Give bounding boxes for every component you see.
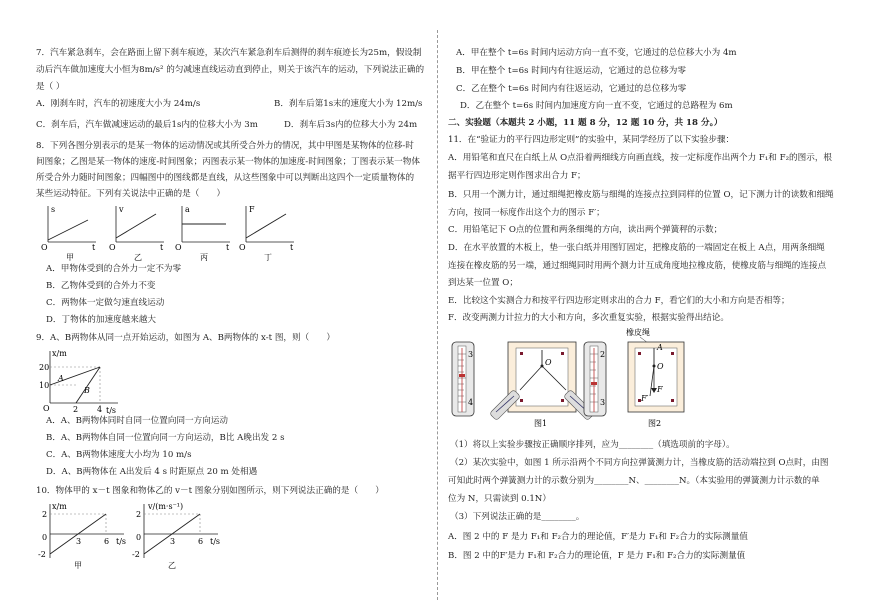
q10-yi-xtick-6: 6 [198, 537, 204, 546]
q10-yi-origin: 0 [136, 533, 142, 542]
q9-stem: 9．A、B两物体从同一点开始运动，如图为 A、B两物体的 x-t 图，则（ ） [36, 333, 335, 343]
q9-origin: O [43, 404, 50, 413]
right-spring-scale [584, 342, 606, 416]
q11-step-b-2: 方向，按同一标度作出这个力的图示 F′； [448, 208, 605, 218]
q11-figures [448, 326, 698, 430]
q8-yi-ylabel: v [119, 205, 124, 214]
fig2-caption: 图2 [648, 419, 662, 428]
q9-graph [36, 347, 136, 415]
q8-yi-xlabel: t [160, 243, 164, 252]
q10-yi-ytop: 2 [136, 510, 142, 519]
q11-step-c: C．用铅笔记下 O点的位置和两条细绳的方向，读出两个弹簧秤的示数； [448, 225, 723, 235]
fig1-board [508, 342, 576, 412]
q10-yi-ylabel: v/(m·s⁻¹) [148, 502, 184, 511]
q8-stem-1: 8．下列各图分别表示的是某一物体的运动情况或其所受合外力的情况，其中甲图是某物体的位移-时 [36, 141, 414, 151]
q8-ding-ylabel: F [249, 205, 255, 214]
q11-step-f: F．改变两测力计拉力的大小和方向，多次重复实验，根据实验得出结论。 [448, 313, 729, 323]
q9-ylabel: x/m [52, 349, 67, 358]
q8-graph-ding [239, 205, 294, 262]
q10-jia-xtick-3: 3 [76, 537, 82, 546]
q8-graphs [40, 202, 300, 262]
q11-step-b-1: B．只用一个测力计，通过细绳把橡皮筋与细绳的连接点拉到同样的位置 O，记下测力计的读数和细绳 [448, 190, 834, 200]
q10-graphs [36, 500, 236, 570]
q8-graph-yi [109, 205, 164, 262]
q11-sub2-1: （2）某次实验中，如图 1 所示沿两个不同方向拉弹簧测力计，当橡皮筋的活动端拉到 O点时，由图 [450, 458, 829, 468]
q10-jia-caption: 甲 [74, 561, 82, 570]
q10-jia-ybottom: -2 [38, 550, 46, 559]
q9-option-a: A．A、B两物体同时自同一位置向同一方向运动 [46, 416, 229, 426]
q10-stem: 10．物体甲的 x－t 图象和物体乙的 v－t 图象分别如图所示，则下列说法正确的是（ ） [36, 486, 384, 496]
q11-step-d-1: D．在水平放置的木板上，垫一张白纸并用图钉固定，把橡皮筋的一端固定在板上 A点，用两条细绳 [448, 243, 825, 253]
q10-jia-ytop: 2 [42, 510, 48, 519]
q8-stem-4: 某些运动特征。下列有关说法中正确的是（ ） [36, 189, 226, 199]
fig1-caption: 图1 [534, 419, 548, 428]
q9-line-b [76, 367, 100, 403]
q8-option-d: D．丁物体的加速度越来越大 [46, 315, 157, 325]
q10-yi-xlabel: t/s [210, 537, 221, 546]
q10-jia-xtick-6: 6 [104, 537, 110, 546]
left-spring-scale [452, 342, 474, 416]
section-heading: 二、实验题（本题共 2 小题，11 题 8 分，12 题 10 分，共 18 分。） [448, 118, 723, 128]
q9-option-d: D．A、B两物体在 A出发后 4 s 时距原点 20 m 处相遇 [46, 467, 258, 477]
fig2-force-f: F [657, 385, 663, 394]
fig1-point-o: O [545, 358, 552, 367]
fig2-point-o: O [657, 362, 664, 371]
q8-ding-origin: O [239, 243, 246, 252]
q8-stem-2: 间图象；乙图是某一物体的速度-时间图象；丙图表示某一物体的加速度-时间图象；丁图表示某一物体 [36, 157, 420, 167]
q11-step-e: E．比较这个实测合力和按平行四边形定则求出的合力 F，看它们的大小和方向是否相等； [448, 296, 790, 306]
q8-graph-bing [175, 205, 230, 262]
q8-stem-3: 所受合外力随时间图象；四幅图中的图线都是直线，从这些图象中可以判断出这四个一定质量物体的 [36, 173, 415, 183]
fig2-point-a: A [657, 343, 663, 352]
q8-graph-jia [41, 205, 96, 262]
q7-stem-2: 动后汽车做加速度大小恒为8m/s² 的匀减速直线运动直到停止，则关于该汽车的运动，下列说法正确的 [36, 65, 425, 75]
q7-stem-1: 7．汽车紧急刹车，会在路面上留下刹车痕迹，某次汽车紧急刹车后测得的刹车痕迹长为25m，假设制 [36, 48, 422, 58]
q11-sub3-option-b: B．图 2 中的F′是力 F₁和 F₂合力的理论值，F 是力 F₁和 F₂合力的实际测量值 [448, 551, 746, 561]
q9-option-b: B．A、B两物体自同一位置向同一方向运动，B比 A晚出发 2 s [46, 433, 285, 443]
q10-jia-ylabel: x/m [52, 502, 67, 511]
q10-option-b: B．甲在整个 t=6s 时间内有往返运动，它通过的总位移为零 [456, 66, 686, 76]
q9-xlabel: t/s [106, 406, 117, 415]
q7-option-b: B．刹车后第1s末的速度大小为 12m/s [274, 99, 423, 109]
q10-option-c: C．乙在整个 t=6s 时间内有往返运动，它通过的总位移为零 [456, 84, 687, 94]
q10-yi-xtick-3: 3 [170, 537, 176, 546]
q9-option-c: C．A、B两物体速度大小均为 10 m/s [46, 450, 192, 460]
q10-option-a: A．甲在整个 t=6s 时间内运动方向一直不变，它通过的总位移大小为 4m [456, 48, 737, 58]
q8-ding-caption: 丁 [264, 253, 272, 262]
q9-label-b: B [84, 386, 90, 395]
q11-sub3-option-a: A．图 2 中的 F 是力 F₁和 F₂合力的理论值，F′是力 F₁和 F₂合力的实际测量值 [448, 532, 748, 542]
q10-jia-xlabel: t/s [116, 537, 127, 546]
q11-step-d-2: 连接在橡皮筋的另一端，通过细绳同时用两个测力计互成角度地拉橡皮筋，使橡皮筋与细绳的连接点 [448, 261, 827, 271]
q8-bing-caption: 丙 [200, 253, 208, 262]
q10-option-d: D．乙在整个 t=6s 时间内加速度方向一直不变，它通过的总路程为 6m [460, 101, 733, 111]
q8-bing-ylabel: a [185, 205, 190, 214]
left-scale-top: 3 [468, 350, 474, 359]
q8-bing-xlabel: t [226, 243, 230, 252]
q8-option-c: C．两物体一定做匀速直线运动 [46, 298, 165, 308]
q9-label-a: A [58, 374, 64, 383]
q9-xtick-4: 4 [97, 405, 103, 414]
q11-sub3: （3）下列说法正确的是________。 [450, 512, 585, 522]
q7-stem-3: 是（ ） [36, 82, 65, 92]
q10-graph-jia [38, 502, 126, 570]
fig2-board [626, 327, 684, 412]
q9-ytick-20: 20 [39, 363, 50, 372]
q8-jia-origin: O [41, 243, 48, 252]
q7-option-d: D．刹车后3s内的位移大小为 24m [284, 120, 418, 130]
q11-sub2-2: 可知此时两个弹簧测力计的示数分别为________N、________N。（本实验用的弹簧测力计示数的单 [448, 476, 820, 486]
fig2-rubber-label: 橡皮绳 [626, 328, 650, 337]
q10-graph-yi [132, 502, 220, 570]
q7-option-a: A．刚刹车时，汽车的初速度大小为 24m/s [36, 99, 201, 109]
q10-jia-origin: 0 [42, 533, 48, 542]
q10-yi-ybottom: -2 [132, 550, 140, 559]
q8-option-a: A．甲物体受到的合外力一定不为零 [46, 264, 182, 274]
q11-step-d-3: 到达某一位置 O； [448, 278, 518, 288]
q8-bing-origin: O [175, 243, 182, 252]
q11-sub1: （1）将以上实验步骤按正确顺序排列，应为________（填选项前的字母）。 [450, 440, 735, 450]
fig2-force-f-prime: F′ [641, 394, 649, 403]
column-divider [437, 30, 438, 600]
q8-yi-caption: 乙 [134, 253, 142, 262]
q8-jia-caption: 甲 [66, 253, 74, 262]
q10-yi-caption: 乙 [168, 561, 176, 570]
right-scale-top: 2 [600, 350, 606, 359]
q8-jia-xlabel: t [92, 243, 96, 252]
q11-stem: 11．在“验证力的平行四边形定则”的实验中，某同学经历了以下实验步骤： [448, 135, 735, 145]
q7-option-c: C．刹车后，汽车做减速运动的最后1s内的位移大小为 3m [36, 120, 258, 130]
q8-yi-origin: O [109, 243, 116, 252]
q8-ding-xlabel: t [290, 243, 294, 252]
q9-xtick-2: 2 [73, 405, 79, 414]
q9-ytick-10: 10 [39, 381, 50, 390]
q11-step-a-2: 据平行四边形定则作图求出合力 F； [448, 171, 586, 181]
right-scale-bottom: 3 [600, 398, 606, 407]
q11-step-a-1: A．用铅笔和直尺在白纸上从 O点沿着两细线方向画直线，按一定标度作出两个力 F₁和 F₂的图示，根 [448, 153, 833, 163]
left-scale-bottom: 4 [468, 398, 474, 407]
q8-jia-ylabel: s [51, 205, 56, 214]
q8-option-b: B．乙物体受到的合外力不变 [46, 281, 156, 291]
q11-sub2-3: 位为 N，只需读到 0.1N） [448, 494, 551, 504]
